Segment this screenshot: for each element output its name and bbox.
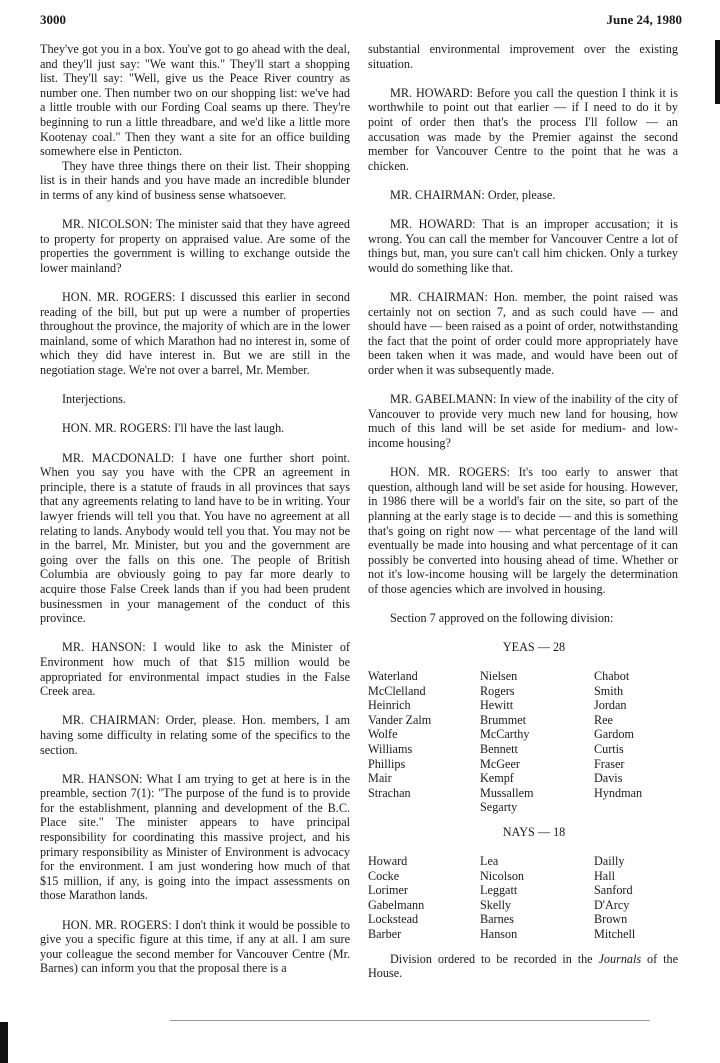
- member-name: Hewitt: [480, 698, 514, 713]
- yeas-heading: YEAS — 28: [502, 639, 566, 654]
- member-name: Barnes: [480, 912, 514, 927]
- member-name: Lockstead: [368, 912, 419, 927]
- paragraph: MR. CHAIRMAN: Order, please. Hon. members, I am having some difficulty in relating some of the specifics to the section.: [40, 713, 350, 757]
- nays-heading: NAYS — 18: [502, 824, 566, 839]
- closing-text-start: Division ordered to be recorded in the: [390, 951, 599, 966]
- paragraph: They've got you in a box. You've got to go ahead with the deal, and they'll just say: "We want this." They'll start a shopping list. They'll say: "Well, give us the Peace River country as number one. Then number two on our shopping list: we've had a little trouble with our Fording Coal seams up there. They're beginning to run a little threadbare, and we'd like a little more Kootenay coal." Then they want a site for an office building somewhere else in Penticton.: [40, 42, 350, 159]
- closing-statement: [368, 952, 678, 981]
- member-name: Barber: [368, 927, 402, 942]
- member-name: Hall: [594, 868, 615, 883]
- paragraph: MR. HANSON: What I am trying to get at here is in the preamble, section 7(1): "The purpose of the fund is to provide for the establishment, planning and development of the B.C. Place site." The minister appears to have principal responsibility for coordinating this massive project, and his primary responsibility as Minister of Environment is advocacy for the environment. I am just wondering how much of that $15 million, if any, is going into the impact assessments on those Marathon lands.: [40, 771, 350, 903]
- member-name: Mair: [368, 771, 392, 786]
- member-name: Lorimer: [368, 883, 408, 898]
- member-name: Heinrich: [368, 698, 411, 713]
- journals-title: Journals: [598, 951, 642, 966]
- member-name: Ree: [594, 712, 613, 727]
- member-name: Sanford: [594, 883, 633, 898]
- closing-text-end: of the House.: [368, 951, 678, 981]
- member-name: Brummet: [480, 712, 527, 727]
- member-name: Rogers: [480, 683, 515, 698]
- member-name: Smith: [594, 683, 624, 698]
- paragraph: HON. MR. ROGERS: I discussed this earlier in second reading of the bill, but put up were a number of properties throughout the province, the majority of which are in the lower mainland, some of which Marathon had no interest in, some of which they did have interest in. But we are still in the negotiation stage. We're not over a barrel, Mr. Member.: [40, 290, 350, 378]
- nays-column-3: [594, 854, 678, 942]
- member-name: Skelly: [480, 897, 512, 912]
- member-name: McGeer: [480, 756, 520, 771]
- member-name: Lea: [480, 854, 499, 869]
- member-name: Jordan: [594, 698, 627, 713]
- paragraph: MR. MACDONALD: I have one further short point. When you say you have with the CPR an agreement in principle, there is a statute of frauds in all provinces that says that any agreements relating to land have to be in writing. Your lawyer friends will tell you that. You have no agreement at all relating to lands. Anybody would tell you that. You may not be in the barrel, Mr. Minister, but you and the government are going over the falls on this one. The people of British Columbia are obviously going to pay far more dearly to acquire those False Creek lands than if you had been prudent businessmen in your management of the conduct of this province.: [40, 450, 350, 626]
- yeas-column-1: [368, 669, 480, 815]
- paragraph: They have three things there on their list. Their shopping list is in their hands and you have made an incredible blunder in terms of any kind of business sense whatsoever.: [40, 158, 350, 202]
- member-name: Hanson: [480, 927, 518, 942]
- paragraph: HON. MR. ROGERS: It's too early to answer that question, although land will be set aside for housing. However, in 1986 there will be a world's fair on the site, so part of the planning at the early stage is to decide — and this is something that's going on right now — what percentage of the land will eventually be made into housing and what percentage of it can possibly be converted into housing ahead of time. Whether or not it's low-income housing will be largely the determination of those agencies which are involved in housing.: [368, 465, 678, 596]
- page-date: June 24, 1980: [606, 12, 682, 27]
- paragraph: MR. HOWARD: That is an improper accusation; it is wrong. You can call the member for Vancouver Centre a lot of things but, man, you sure can't call him chicken. Only a turkey would do something like that.: [368, 217, 678, 275]
- member-name: Leggatt: [480, 883, 518, 898]
- member-name: Waterland: [368, 668, 418, 683]
- nays-column-2: [480, 854, 594, 942]
- nays-column-1: [368, 854, 480, 942]
- paragraph: MR. CHAIRMAN: Hon. member, the point raised was certainly not on section 7, and as such could have — and should have — been raised as a point of order, notwithstanding the fact that the point of order could more appropriately have been taken when it was made, and would have been out of order when it was subsequently made.: [368, 290, 678, 378]
- yeas-column-2: [480, 669, 594, 815]
- member-name: Kempf: [480, 771, 514, 786]
- yeas-list: [368, 669, 678, 815]
- paragraph: HON. MR. ROGERS: I'll have the last laugh.: [62, 421, 285, 436]
- page-edge-mark: [715, 40, 720, 104]
- member-name: Segarty: [480, 800, 518, 815]
- member-name: Vander Zalm: [368, 712, 432, 727]
- paragraph: Section 7 approved on the following division:: [390, 610, 614, 625]
- page-number: 3000: [40, 12, 66, 27]
- paragraph: MR. GABELMANN: In view of the inability of the city of Vancouver to provide very much new land for housing, how much of this land will be set aside for medium- and low-income housing?: [368, 392, 678, 451]
- member-name: Curtis: [594, 741, 624, 756]
- paragraph: substantial environmental improvement over the existing situation.: [368, 42, 678, 71]
- member-name: Dailly: [594, 854, 625, 869]
- member-name: Gabelmann: [368, 897, 425, 912]
- nays-list: [368, 854, 678, 942]
- member-name: Phillips: [368, 756, 406, 771]
- member-name: Gardom: [594, 727, 634, 742]
- left-column: [40, 42, 350, 991]
- footer-rule: [170, 1020, 650, 1021]
- member-name: Nicolson: [480, 868, 525, 883]
- paragraph: MR. HOWARD: Before you call the question I think it is worthwhile to point out that earlier — if I need to do it by point of order then that's the process I'll follow — an accusation was made by the Premier against the second member for Vancouver Centre to the point that he was a chicken.: [368, 85, 678, 173]
- member-name: D'Arcy: [594, 897, 630, 912]
- member-name: Nielsen: [480, 668, 518, 683]
- right-column: [368, 42, 678, 995]
- member-name: Wolfe: [368, 727, 398, 742]
- member-name: McClelland: [368, 683, 426, 698]
- member-name: Davis: [594, 771, 623, 786]
- member-name: Strachan: [368, 785, 411, 800]
- member-name: Williams: [368, 741, 413, 756]
- member-name: Fraser: [594, 756, 625, 771]
- yeas-column-3: [594, 669, 678, 815]
- paragraph: MR. HANSON: I would like to ask the Minister of Environment how much of that $15 million would be appropriated for environmental impact studies in the False Creek area.: [40, 640, 350, 699]
- paragraph: HON. MR. ROGERS: I don't think it would be possible to give you a specific figure at this time, if any at all. I am sure your colleague the second member for Vancouver Centre (Mr. Barnes) can inform you that the proposal there is a: [40, 917, 350, 976]
- member-name: Hyndman: [594, 785, 643, 800]
- member-name: Howard: [368, 854, 408, 869]
- member-name: Mussallem: [480, 785, 534, 800]
- paragraph: MR. NICOLSON: The minister said that they have agreed to property for property on appraised value. Are some of the properties the government is willing to exchange outside the lower mainland?: [40, 217, 350, 275]
- scan-margin-bar: [0, 1022, 8, 1063]
- member-name: Chabot: [594, 668, 630, 683]
- paragraph: MR. CHAIRMAN: Order, please.: [390, 187, 556, 202]
- paragraph: Interjections.: [62, 392, 126, 407]
- right-column-speeches: [368, 42, 678, 625]
- member-name: Brown: [594, 912, 628, 927]
- member-name: Bennett: [480, 741, 518, 756]
- member-name: McCarthy: [480, 727, 530, 742]
- member-name: Cocke: [368, 868, 400, 883]
- member-name: Mitchell: [594, 927, 636, 942]
